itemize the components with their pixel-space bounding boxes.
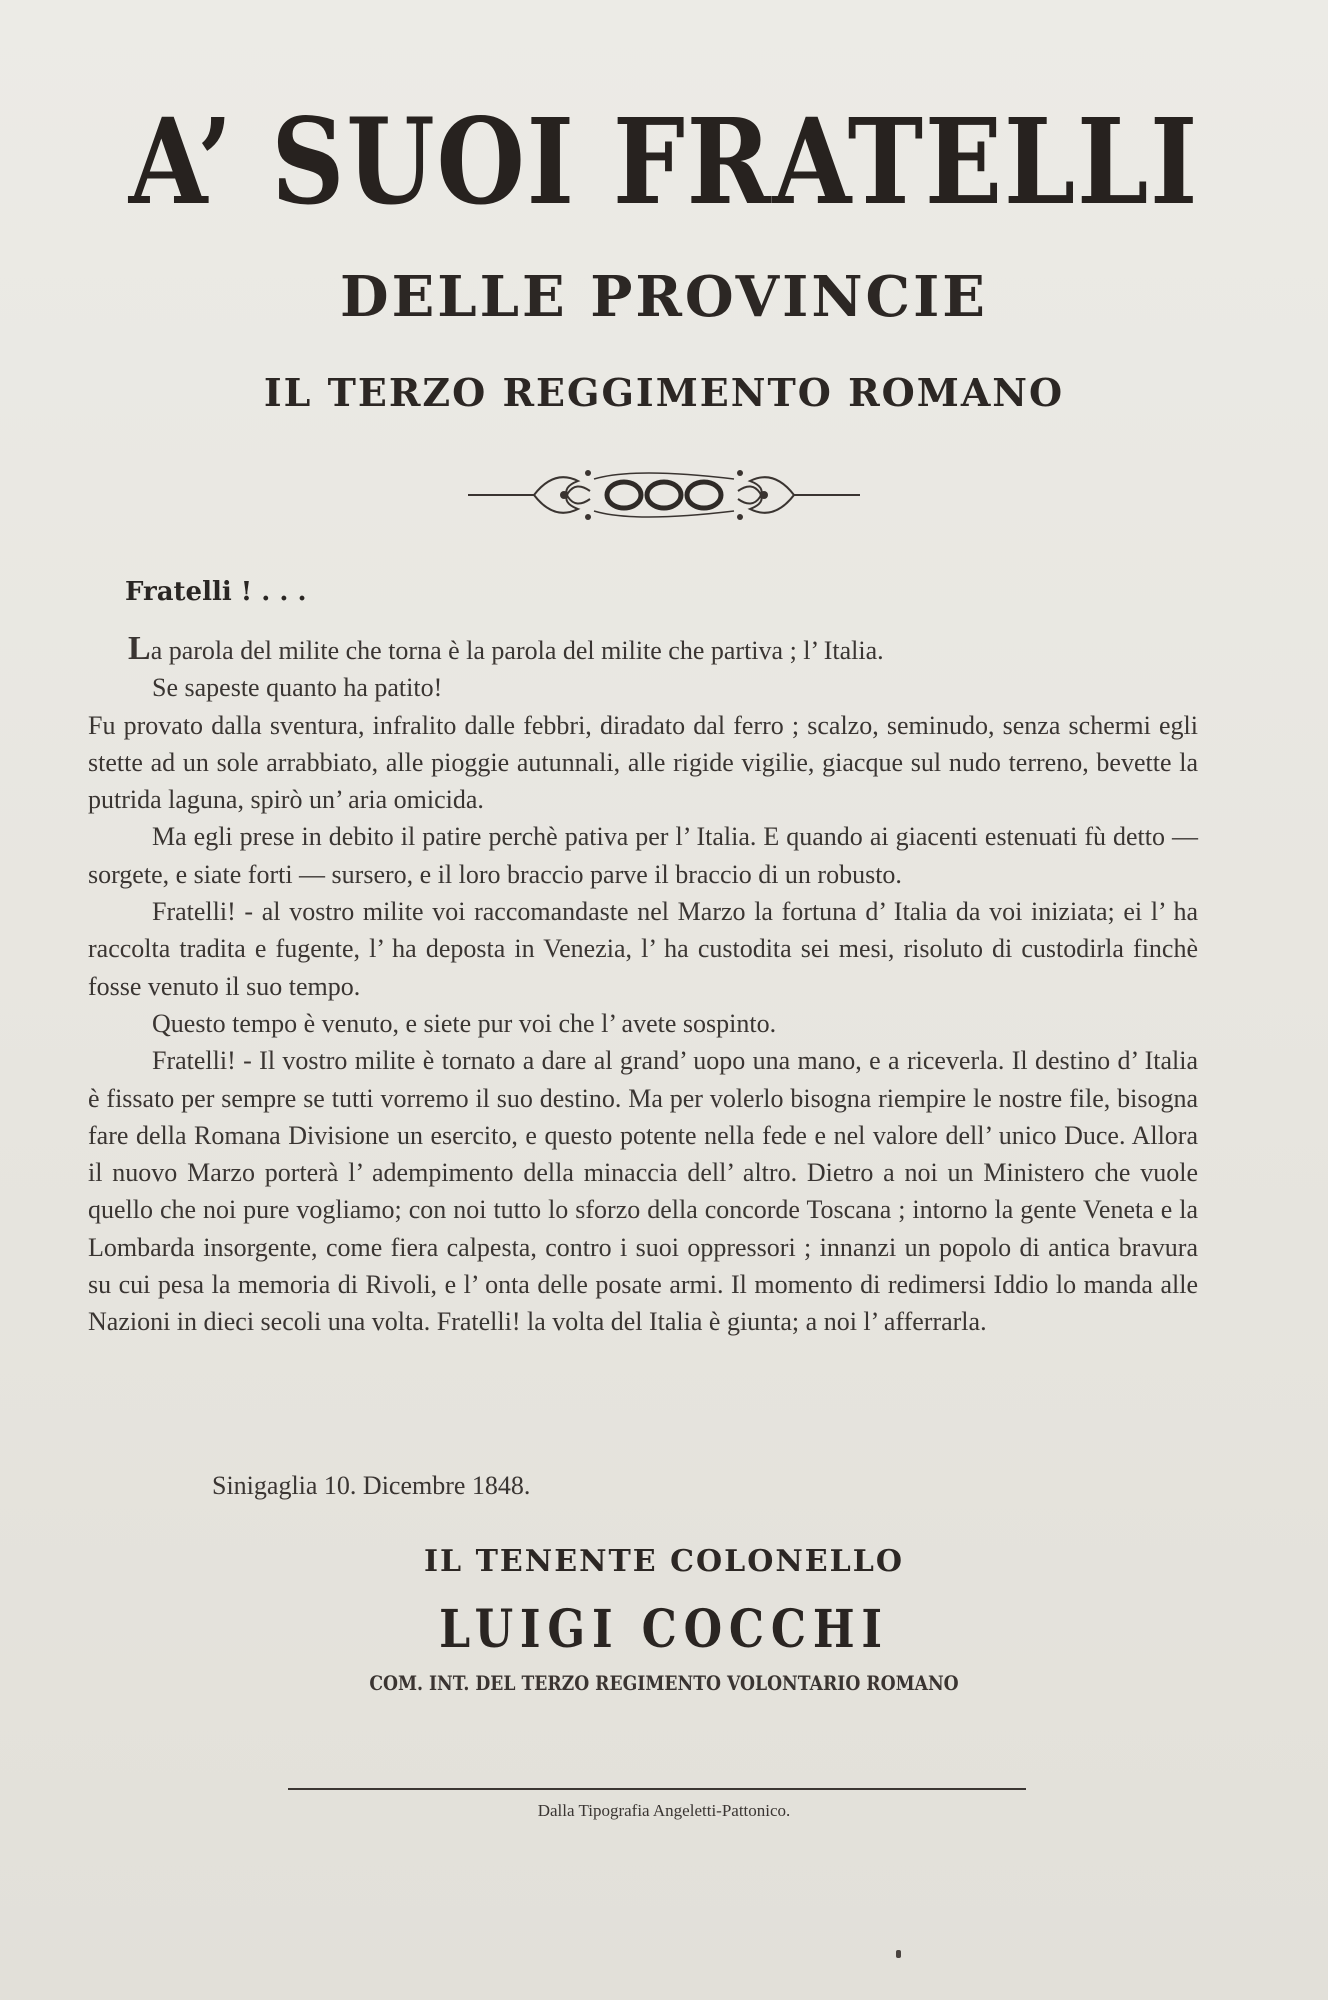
paragraph-text: a parola del milite che torna è la parola del milite che partiva ; l’ Italia.	[150, 636, 884, 665]
dateline: Sinigaglia 10. Dicembre 1848.	[212, 1471, 531, 1500]
poster-title: A’ SUOI FRATELLI	[128, 92, 1200, 231]
poster-subtitle: DELLE PROVINCIE	[340, 264, 988, 330]
signer-office: COM. INT. DEL TERZO REGIMENTO VOLONTARIO ROMANO	[369, 1671, 959, 1695]
salutation: Fratelli ! . . .	[125, 577, 307, 607]
paragraph: Questo tempo è venuto, e siete pur voi che l’ avete sospinto.	[152, 1008, 777, 1038]
signer-rank: IL TENENTE COLONELLO	[424, 1544, 904, 1579]
paragraph: Fu provato dalla sventura, infralito dalle febbri, diradato dal ferro ; scalzo, seminudo, senza schermi egli stette ad un sole arrabbiato, alle pioggie autunnali, alle rigide vigilie, giacque sul nudo terreno, bevette la putrida laguna, spirò un’ aria omicida.	[88, 710, 1198, 815]
paragraph: Ma egli prese in debito il patire perchè pativa per l’ Italia. E quando ai giacenti estenuati fù detto — sorgete, e siate forti — sursero, e il loro braccio parve il braccio di un robusto.	[88, 822, 1198, 889]
paper-speck	[896, 1950, 901, 1958]
scroll-ornament-icon	[464, 455, 864, 535]
divider-rule	[288, 1788, 1026, 1790]
initial-letter: L	[128, 630, 151, 667]
paragraph: Se sapeste quanto ha patito!	[152, 673, 443, 703]
signer-name: LUIGI COCCHI	[439, 1599, 889, 1660]
paragraph: Fratelli! - al vostro milite voi raccomandaste nel Marzo la fortuna d’ Italia da voi iniziata; ei l’ ha raccolta tradita e fugente, l’ ha deposta in Venezia, l’ ha custodita sei mesi, risoluto di custodirla finchè fosse venuto il suo tempo.	[88, 897, 1198, 1001]
proclamation-body	[88, 630, 1198, 1341]
printer-imprint: Dalla Tipografia Angeletti-Pattonico.	[537, 1801, 791, 1820]
paragraph: Fratelli! - Il vostro milite è tornato a dare al grand’ uopo una mano, e a riceverla. Il destino d’ Italia è fissato per sempre se tutti vorremo il suo destino. Ma per volerlo bisogna riempire le nostre file, bisogna fare della Romana Divisione un esercito, e questo potente nella fede e nel valore dell’ unico Duce. Allora il nuovo Marzo porterà l’ adempimento della minaccia dell’ altro. Dietro a noi un Ministero che vuole quello che noi pure vogliamo; con noi tutto lo sforzo della concorde Toscana ; intorno la gente Veneta e la Lombarda insorgente, come fiera calpesta, contro i suoi oppressori ; innanzi un popolo di antica bravura su cui pesa la memoria di Rivoli, e l’ onta delle posate armi. Il momento di redimersi Iddio lo manda alle Nazioni in dieci secoli una volta. Fratelli! la volta del Italia è giunta; a noi l’ afferrarla.	[88, 1046, 1198, 1337]
regiment-heading: IL TERZO REGGIMENTO ROMANO	[263, 370, 1065, 415]
paragraph	[88, 630, 1198, 669]
